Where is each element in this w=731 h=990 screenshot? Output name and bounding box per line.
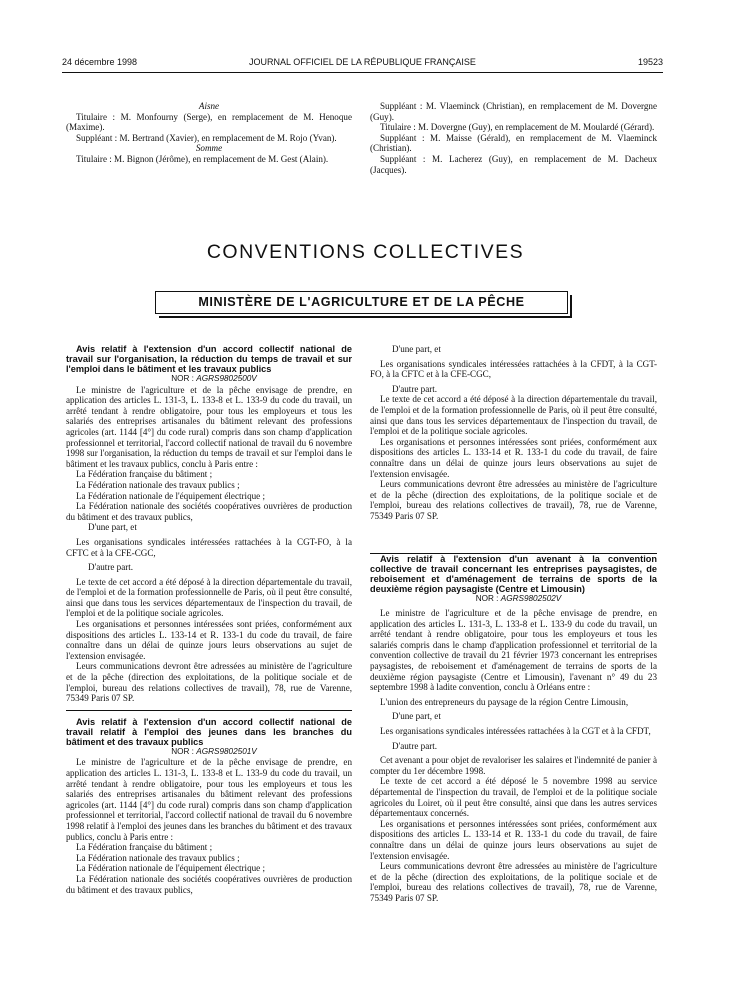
paragraph: Le ministre de l'agriculture et de la pêche envisage de prendre, en application des articles L. 131-3, L. 133-8 et L. 133-9 du code du travail, un arrêté tendant à rendre obligatoire, pour tous les employeurs et tous les salariés des entreprises artisanales du bâtiment relevant des professions agricoles (art. 1144 [4°] du code rural) compris dans son champ d'application professionnel et territorial, l'accord collectif national de travail du 6 novembre 1998 relatif à l'emploi des jeunes dans les branches du bâtiment et des travaux publics, conclu à Paris entre : (66, 757, 352, 842)
section-title: CONVENTIONS COLLECTIVES (206, 241, 525, 263)
paragraph: Les organisations et personnes intéressées sont priées, conformément aux dispositions des articles L. 133-14 et R. 133-1 du code du travail, de faire connaître dans un délai de quinze jours leurs observations au sujet de l'extension envisagée. (370, 818, 657, 861)
article-heading: Avis relatif à l'extension d'un accord collectif national de travail sur l'organisation, la réduction du temps de travail et sur l'emploi dans le bâtiment et les travaux publics (66, 344, 352, 374)
list-item: L'union des entrepreneurs du paysage de la région Centre Limousin, (380, 696, 629, 707)
paragraph: Les organisations syndicales intéressées rattachées à la CGT et à la CFDT, (380, 726, 651, 737)
right-column (370, 344, 657, 904)
top-left-column (66, 101, 352, 165)
paragraph: Suppléant : M. Lacherez (Guy), en remplacement de M. Dacheux (Jacques). (370, 153, 657, 175)
header-page-number: 19523 (637, 57, 663, 67)
paragraph: Titulaire : M. Bignon (Jérôme), en remplacement de M. Gest (Alain). (76, 153, 329, 164)
part-line: D'une part, et (88, 522, 137, 533)
paragraph: Leurs communications devront être adressées au ministère de l'agriculture et de la pêche (direction des exploitations, de la politique sociale et de l'emploi, bureau des relations collectives de travail), 78, rue de Varenne, 75349 Paris 07 SP. (370, 479, 657, 521)
page-header (62, 57, 663, 71)
paragraph: Les organisations et personnes intéressées sont priées, conformément aux dispositions des articles L. 133-14 et R. 133-1 du code du travail, de faire connaître dans un délai de quinze jours leurs observations au sujet de l'extension envisagée. (66, 619, 352, 661)
list-item: La Fédération française du bâtiment ; (76, 469, 213, 480)
paragraph: Les organisations syndicales intéressées rattachées à la CGT-FO, à la CFTC et à la CFE-CGC, (66, 536, 352, 558)
paragraph: Le texte de cet accord a été déposé à la direction départementale du travail, de l'emploi et de la formation professionnelle de Paris, où il peut être consulté, ainsi que dans tous les services départementaux de l'inspection du travail, de l'emploi et de la politique sociale agricoles. (66, 576, 352, 619)
paragraph: Le texte de cet accord a été déposé à la direction départementale du travail, de l'emploi et de la formation professionnelle de Paris, où il peut être consulté, ainsi que dans tous les services départementaux de l'inspection du travail, de l'emploi et de la politique sociale agricoles. (370, 394, 657, 437)
left-column (66, 344, 352, 895)
article-separator (66, 710, 352, 711)
paragraph: Le ministre de l'agriculture et de la pêche envisage de prendre, en application des articles L. 131-3, L. 133-8 et L. 133-9 du code du travail, un arrêté tendant à rendre obligatoire, pour tous les employeurs et tous les salariés compris dans le champ d'application professionnel et territorial de la convention collective de travail du 21 février 1973 concernant les entreprises paysagistes, de reboisement et d'aménagement de terrains de sports de la deuxième région paysagiste (Centre et Limousin), l'avenant n° 49 du 23 septembre 1998 à ladite convention, conclu à Orléans entre : (370, 608, 657, 693)
nor-code: AGRS9802502V (500, 593, 562, 603)
article-1 (66, 344, 352, 704)
paragraph: Leurs communications devront être adressées au ministère de l'agriculture et de la pêche (direction des exploitations, de la politique sociale et de l'emploi, bureau des relations collectives de travail), 78, rue de Varenne, 75349 Paris 07 SP. (66, 661, 352, 704)
nor-code: AGRS9802501V (196, 746, 257, 756)
part-line: D'une part, et (392, 344, 441, 354)
paragraph: Titulaire : M. Dovergne (Guy), en remplacement de M. Moulardé (Gérard). (380, 122, 655, 133)
paragraph: Le ministre de l'agriculture et de la pêche envisage de prendre, en application des articles L. 131-3, L. 133-8 et L. 133-9 du code du travail, un arrêté tendant à rendre obligatoire, pour tous les employeurs et tous les salariés des entreprises artisanales du bâtiment relevant des professions agricoles (art. 1144 [4°] du code rural) compris dans son champ d'application professionnel et territorial, l'accord collectif national de travail du 6 novembre 1998 sur l'organisation, la réduction du temps de travail et sur l'emploi dans le bâtiment et les travaux publics, conclu à Paris entre : (66, 384, 352, 469)
nor-line: NOR : AGRS9802502V (475, 593, 562, 603)
list-item: La Fédération nationale des travaux publics ; (76, 852, 240, 863)
list-item: La Fédération nationale des sociétés coopératives ouvrières de production du bâtiment et des travaux publics, (66, 873, 352, 895)
list-item: La Fédération nationale de l'équipement électrique ; (76, 490, 265, 501)
nor-line: NOR : AGRS9802501V (171, 746, 257, 756)
paragraph: Suppléant : M. Maisse (Gérald), en remplacement de M. Vlaeminck (Christian). (370, 132, 657, 154)
article-heading: Avis relatif à l'extension d'un accord collectif national de travail relatif à l'emploi des jeunes dans les branches du bâtiment et des travaux publics (66, 716, 352, 747)
paragraph: Les organisations et personnes intéressées sont priées, conformément aux dispositions des articles L. 133-14 et R. 133-1 du code du travail, de faire connaître dans un délai de quinze jours leurs observations au sujet de l'extension envisagée. (370, 436, 657, 479)
list-item: La Fédération nationale des travaux publics ; (76, 479, 240, 490)
list-item: La Fédération nationale de l'équipement électrique ; (76, 863, 265, 874)
article-heading: Avis relatif à l'extension d'un avenant à la convention collective de travail concernant les entreprises paysagistes, de reboisement et d'aménagement de terrains de sports de la deuxième région paysagiste (Centre et Limousin) (370, 553, 657, 594)
article-3 (370, 554, 657, 904)
nor-line: NOR : AGRS9802500V (171, 374, 257, 383)
paragraph: Titulaire : M. Monfourny (Serge), en remplacement de M. Henoque (Maxime). (66, 111, 352, 133)
part-line: D'autre part. (88, 562, 134, 573)
part-line: D'autre part. (392, 383, 438, 394)
nor-code: AGRS9802500V (196, 374, 257, 383)
part-line: D'une part, et (392, 711, 441, 722)
article-separator (370, 553, 657, 554)
somme-heading: Somme (195, 143, 223, 154)
part-line: D'autre part. (392, 740, 438, 751)
paragraph: Suppléant : M. Bertrand (Xavier), en remplacement de M. Rojo (Yvan). (76, 132, 337, 143)
header-date: 24 décembre 1998 (62, 57, 138, 67)
top-right-column (370, 101, 657, 175)
paragraph: Leurs communications devront être adressées au ministère de l'agriculture et de la pêche (direction des exploitations, de la politique sociale et de l'emploi, bureau des relations collectives de travail), 78, rue de Varenne, 75349 Paris 07 SP. (370, 861, 657, 903)
header-title: JOURNAL OFFICIEL DE LA RÉPUBLIQUE FRANÇAISE (249, 57, 476, 67)
list-item: La Fédération nationale des sociétés coopératives ouvrières de production du bâtiment et des travaux publics, (66, 501, 352, 522)
paragraph: Suppléant : M. Vlaeminck (Christian), en remplacement de M. Dovergne (Guy). (370, 101, 657, 122)
header-rule (62, 72, 663, 73)
aisne-heading: Aisne (198, 101, 220, 111)
list-item: La Fédération française du bâtiment ; (76, 842, 213, 853)
paragraph: Les organisations syndicales intéressées rattachées à la CFDT, à la CGT-FO, à la CFTC et à la CFE-CGC, (370, 358, 657, 380)
paragraph: Le texte de cet accord a été déposé le 5 novembre 1998 au service départemental de l'inspection du travail, de l'emploi et de la politique sociale agricoles du Loiret, où il peut être consulté, ainsi que dans les autres services départementaux concernés. (370, 776, 657, 819)
ministry-box: MINISTÈRE DE L'AGRICULTURE ET DE LA PÊCHE (155, 291, 568, 314)
paragraph: Cet avenant a pour objet de revaloriser les salaires et l'indemnité de panier à compter du 1er décembre 1998. (370, 755, 657, 776)
article-2 (66, 717, 352, 895)
